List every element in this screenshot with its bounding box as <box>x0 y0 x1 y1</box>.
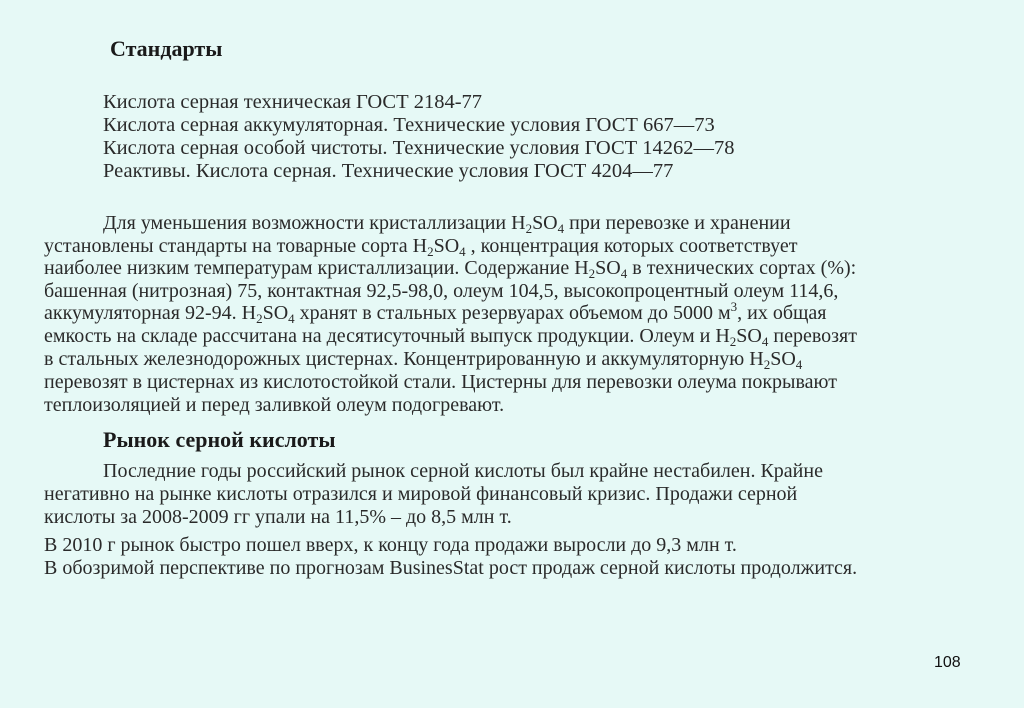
standard-item: Кислота серная аккумуляторная. Технические условия ГОСТ 667—73 <box>103 114 715 136</box>
formula-h2so4: $H_2SO_4$ <box>511 212 565 236</box>
text-line: наиболее низким температурам кристаллизации. Содержание $H_2SO_4$ в технических сортах (%): <box>44 257 857 281</box>
text-line: перевозят в цистернах из кислотостойкой стали. Цистерны для перевозки олеума покрывают <box>44 371 837 393</box>
text-line: В обозримой перспективе по прогнозам BusinesStat рост продаж серной кислоты продолжится. <box>44 557 858 579</box>
text-line: негативно на рынке кислоты отразился и мировой финансовый кризис. Продажи серной <box>44 483 798 505</box>
text-line: кислоты за 2008-2009 гг упали на 11,5% – до 8,5 млн т. <box>44 506 512 528</box>
text-line: Последние годы российский рынок серной кислоты был крайне нестабилен. Крайне <box>103 460 823 482</box>
heading-standards: Стандарты <box>110 36 223 61</box>
text-line: в стальных железнодорожных цистернах. Концентрированную и аккумуляторную $H_2SO_4$ <box>44 348 803 372</box>
page-number: 108 <box>934 654 961 671</box>
text-line: аккумуляторная 92-94. $H_2SO_4$ хранят в стальных резервуарах объемом до 5000 $м^3$, их общая <box>44 299 827 326</box>
text-line: установлены стандарты на товарные сорта $H_2SO_4$ , концентрация которых соответствует <box>44 235 798 259</box>
formula-h2so4: $H_2SO_4$ <box>574 257 628 281</box>
formula-h2so4: $H_2SO_4$ <box>715 325 769 349</box>
heading-market: Рынок серной кислоты <box>103 427 336 452</box>
standard-item: Кислота серная особой чистоты. Технические условия ГОСТ 14262—78 <box>103 137 735 159</box>
formula-h2so4: $H_2SO_4$ <box>749 348 803 372</box>
formula-h2so4: $H_2SO_4$ <box>412 235 466 259</box>
standard-item: Реактивы. Кислота серная. Технические условия ГОСТ 4204—77 <box>103 160 674 182</box>
text-line: башенная (нитрозная) 75, контактная 92,5-98,0, олеум 104,5, высокопроцентный олеум 114,6, <box>44 280 839 302</box>
text-line: В 2010 г рынок быстро пошел вверх, к концу года продажи выросли до 9,3 млн т. <box>44 534 737 556</box>
unit-m3: $м^3$ <box>717 299 738 324</box>
formula-h2so4: $H_2SO_4$ <box>241 302 295 326</box>
standard-item: Кислота серная техническая ГОСТ 2184-77 <box>103 91 483 113</box>
text-line: Для уменьшения возможности кристаллизации $H_2SO_4$ при перевозке и хранении <box>103 212 791 236</box>
text-line: теплоизоляцией и перед заливкой олеум подогревают. <box>44 394 505 416</box>
text-line: емкость на складе рассчитана на десятисуточный выпуск продукции. Олеум и $H_2SO_4$ перевозят <box>44 325 857 349</box>
